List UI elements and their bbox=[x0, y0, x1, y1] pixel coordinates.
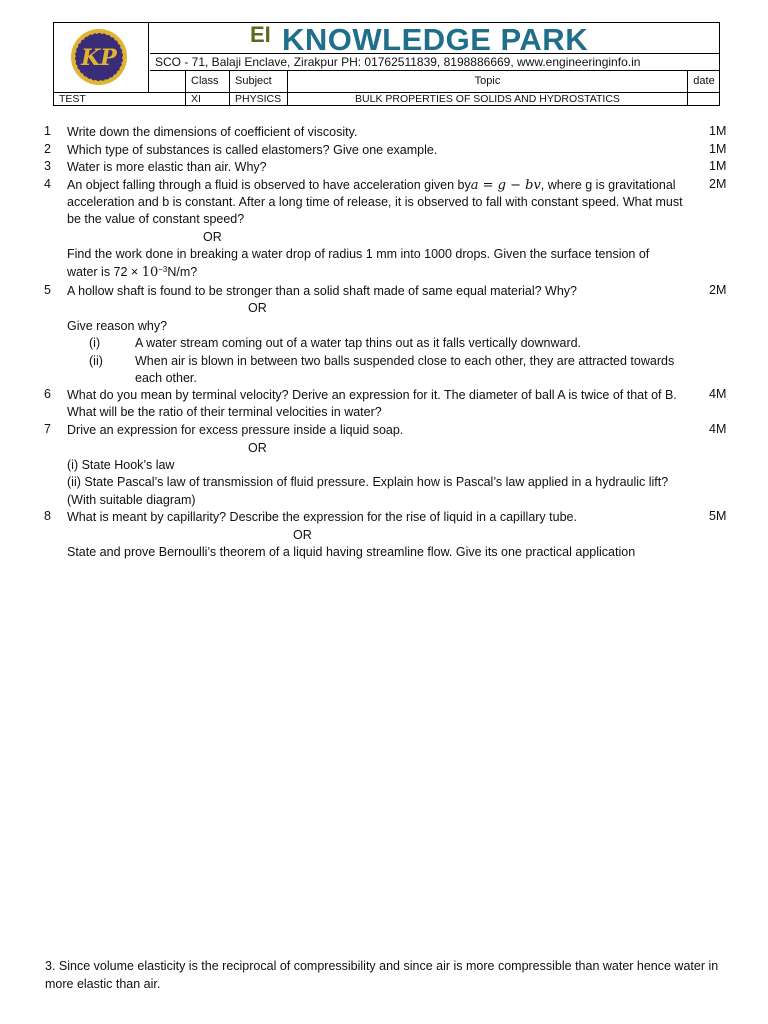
brand-prefix: EI bbox=[250, 22, 271, 47]
question-number: 6 bbox=[44, 387, 51, 401]
question-text-line: be the value of constant speed? bbox=[67, 212, 245, 226]
or-separator: OR bbox=[248, 301, 267, 315]
question-number: 2 bbox=[44, 142, 51, 156]
brand-name: KNOWLEDGE PARK bbox=[282, 22, 589, 57]
date-value bbox=[687, 93, 719, 106]
sub-item-text: each other. bbox=[135, 371, 197, 385]
logo-text: KP bbox=[81, 45, 117, 71]
question-text: Water is more elastic than air. Why? bbox=[67, 160, 267, 174]
alt-question-line: Give reason why? bbox=[67, 319, 168, 333]
brand-cell bbox=[150, 22, 720, 57]
question-number: 8 bbox=[44, 509, 51, 523]
logo-cell bbox=[54, 23, 149, 92]
question-marks: 1M bbox=[709, 159, 727, 173]
alt-question-line: State and prove Bernoulli’s theorem of a liquid having streamline flow. Give its one practical application bbox=[67, 545, 636, 559]
question-number: 7 bbox=[44, 422, 51, 436]
question-number: 3 bbox=[44, 159, 51, 173]
sub-item-label: (ii) bbox=[89, 354, 103, 368]
subject-value: PHYSICS bbox=[229, 93, 287, 106]
or-separator: OR bbox=[293, 528, 312, 542]
sub-item-label: (i) bbox=[89, 336, 101, 350]
subject-header: Subject bbox=[229, 71, 287, 92]
topic-value: BULK PROPERTIES OF SOLIDS AND HYDROSTATICS bbox=[287, 93, 687, 106]
question-text-line: An object falling through a fluid is observed to have acceleration given bya = g − bv, where g is gravitational bbox=[67, 178, 676, 193]
column-header-row bbox=[150, 71, 720, 92]
alt-question-line: water is $72 \times 10^{-3}N/m$? bbox=[67, 265, 198, 280]
answer-note bbox=[45, 957, 735, 993]
formula: a = g − bv bbox=[470, 178, 541, 193]
question-text-line: What do you mean by terminal velocity? Derive an expression for it. The diameter of ball A is twice of that of B. bbox=[67, 388, 677, 402]
question-marks: 1M bbox=[709, 142, 727, 156]
answer-line: 3. Since volume elasticity is the reciprocal of compressibility and since air is more compressible than water hence water in bbox=[45, 959, 719, 973]
header-table bbox=[53, 22, 720, 106]
class-value: XI bbox=[185, 93, 229, 106]
question-marks: 4M bbox=[709, 422, 727, 436]
class-header: Class bbox=[185, 71, 229, 92]
question-marks: 5M bbox=[709, 509, 727, 523]
question-marks: 4M bbox=[709, 387, 727, 401]
question-text: Which type of substances is called elastomers? Give one example. bbox=[67, 143, 438, 157]
date-header: date bbox=[687, 71, 720, 92]
value-row bbox=[54, 92, 719, 106]
alt-question-line: Find the work done in breaking a water drop of radius 1 mm into 1000 drops. Given the surface tension of bbox=[67, 247, 650, 261]
sub-item-text: A water stream coming out of a water tap thins out as it falls vertically downward. bbox=[135, 336, 582, 350]
question-text: A hollow shaft is found to be stronger than a solid shaft made of same equal material? Why? bbox=[67, 284, 578, 298]
kp-logo bbox=[70, 28, 128, 86]
address-line: SCO - 71, Balaji Enclave, Zirakpur PH: 01762511839, 8198886669, www.engineeringinfo.in bbox=[150, 54, 720, 71]
topic-header: Topic bbox=[287, 71, 687, 92]
or-separator: OR bbox=[248, 441, 267, 455]
question-text: Drive an expression for excess pressure inside a liquid soap. bbox=[67, 423, 404, 437]
sub-item-text: When air is blown in between two balls suspended close to each other, they are attracted towards bbox=[135, 354, 675, 368]
alt-question-line: (With suitable diagram) bbox=[67, 493, 196, 507]
question-text-line: acceleration and b is constant. After a long time of release, it is observed to fall with constant speed. What must bbox=[67, 195, 683, 209]
question-marks: 2M bbox=[709, 283, 727, 297]
question-number: 5 bbox=[44, 283, 51, 297]
question-marks: 2M bbox=[709, 177, 727, 191]
question-number: 4 bbox=[44, 177, 51, 191]
question-text: What is meant by capillarity? Describe the expression for the rise of liquid in a capillary tube. bbox=[67, 510, 577, 524]
or-separator: OR bbox=[203, 230, 222, 244]
question-text: Write down the dimensions of coefficient of viscosity. bbox=[67, 125, 358, 139]
question-marks: 1M bbox=[709, 124, 727, 138]
answer-line: more elastic than air. bbox=[45, 977, 161, 991]
question-number: 1 bbox=[44, 124, 51, 138]
question-text-line: What will be the ratio of their terminal velocities in water? bbox=[67, 405, 382, 419]
test-label: TEST bbox=[59, 93, 86, 105]
alt-question-line: (i) State Hook’s law bbox=[67, 458, 175, 472]
alt-question-line: (ii) State Pascal’s law of transmission of fluid pressure. Explain how is Pascal’s law applied in a hydraulic lift? bbox=[67, 475, 669, 489]
